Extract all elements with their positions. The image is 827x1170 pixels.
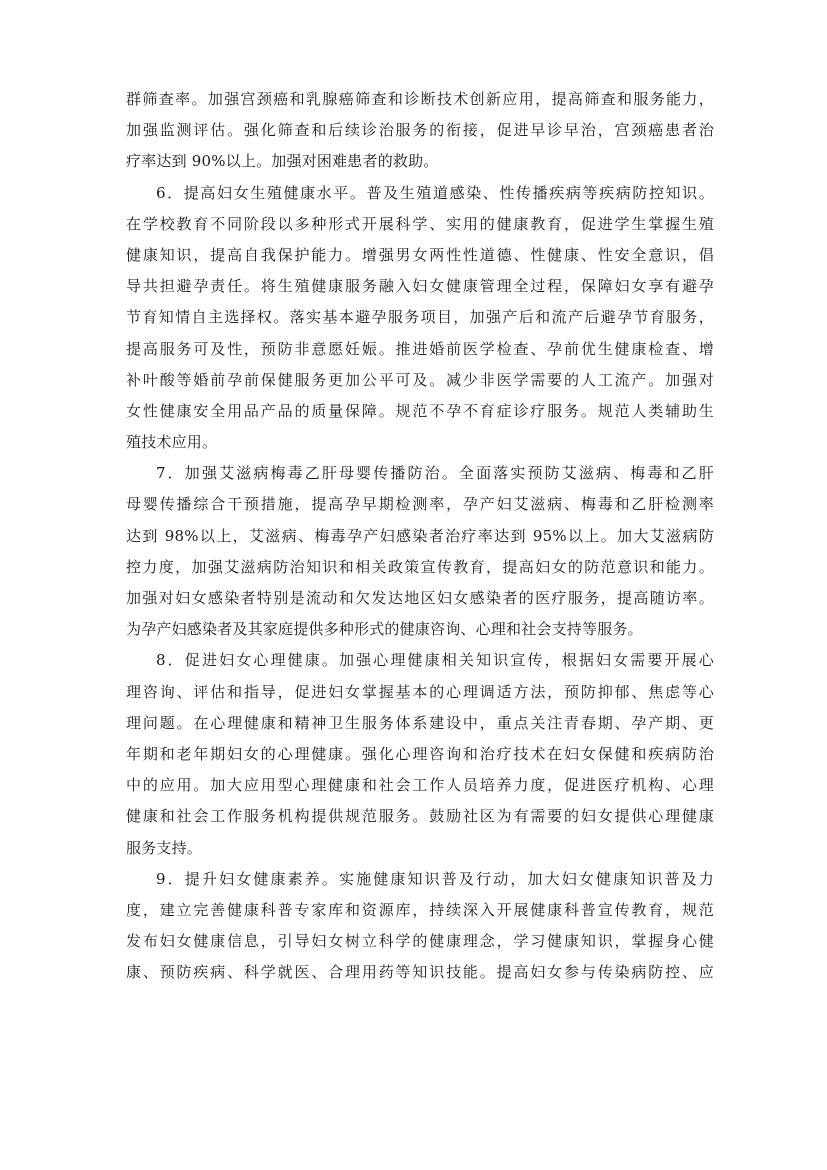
text-line: 加强对妇女感染者特别是流动和欠发达地区妇女感染者的医疗服务，提高随访率。 [126, 589, 714, 607]
text-line: 理问题。在心理健康和精神卫生服务体系建设中，重点关注青春期、孕产期、更 [126, 713, 714, 732]
text-line: 健康和社会工作服务机构提供规范服务。鼓励社区为有需要的妇女提供心理健康 [126, 807, 714, 826]
text-line: 健康知识，提高自我保护能力。增强男女两性性道德、性健康、性安全意识，倡 [126, 245, 714, 264]
body-text [126, 84, 714, 988]
paragraph-first-line: 6．提高妇女生殖健康水平。普及生殖道感染、性传播疾病等疾病防控知识。 [156, 183, 714, 202]
text-line: 发布妇女健康信息，引导妇女树立科学的健康理念，学习健康知识，掌握身心健 [126, 932, 714, 951]
text-line: 为孕产妇感染者及其家庭提供多种形式的健康咨询、心理和社会支持等服务。 [126, 620, 643, 639]
text-line: 控力度，加强艾滋病防治知识和相关政策宣传教育，提高妇女的防范意识和能力。 [126, 557, 714, 576]
text-line: 母婴传播综合干预措施，提高孕早期检测率，孕产妇艾滋病、梅毒和乙肝检测率 [126, 495, 714, 514]
text-line: 群筛查率。加强宫颈癌和乳腺癌筛查和诊断技术创新应用，提高筛查和服务能力， [126, 90, 714, 108]
text-line: 提高服务可及性，预防非意愿妊娠。推进婚前医学检查、孕前优生健康检查、增 [126, 339, 714, 358]
paragraph-first-line: 9．提升妇女健康素养。实施健康知识普及行动，加大妇女健康知识普及力 [156, 869, 714, 888]
text-line: 加强监测评估。强化筛查和后续诊治服务的衔接，促进早诊早治，宫颈癌患者治 [126, 121, 714, 140]
text-line: 补叶酸等婚前孕前保健服务更加公平可及。减少非医学需要的人工流产。加强对 [126, 370, 714, 389]
text-line: 度，建立完善健康科普专家库和资源库，持续深入开展健康科普宣传教育，规范 [126, 900, 714, 919]
text-line: 女性健康安全用品产品的质量保障。规范不孕不育症诊疗服务。规范人类辅助生 [126, 401, 714, 420]
text-line: 年期和老年期妇女的心理健康。强化心理咨询和治疗技术在妇女保健和疾病防治 [126, 744, 714, 763]
text-line: 导共担避孕责任。将生殖健康服务融入妇女健康管理全过程，保障妇女享有避孕 [126, 277, 714, 296]
text-line: 中的应用。加大应用型心理健康和社会工作人员培养力度，促进医疗机构、心理 [126, 776, 714, 795]
paragraph-first-line: 7．加强艾滋病梅毒乙肝母婴传播防治。全面落实预防艾滋病、梅毒和乙肝 [156, 464, 714, 483]
text-line: 理咨询、评估和指导，促进妇女掌握基本的心理调适方法，预防抑郁、焦虑等心 [126, 682, 714, 701]
text-line: 康、预防疾病、科学就医、合理用药等知识技能。提高妇女参与传染病防控、应 [126, 963, 714, 982]
text-line: 达到 98%以上，艾滋病、梅毒孕产妇感染者治疗率达到 95%以上。加大艾滋病防 [126, 526, 714, 545]
paragraph-first-line: 8．促进妇女心理健康。加强心理健康相关知识宣传，根据妇女需要开展心 [156, 651, 714, 670]
text-line: 节育知情自主选择权。落实基本避孕服务项目，加强产后和流产后避孕节育服务， [126, 308, 714, 327]
text-line: 服务支持。 [126, 838, 203, 857]
text-line: 殖技术应用。 [126, 433, 218, 452]
text-line: 在学校教育不同阶段以多种形式开展科学、实用的健康教育，促进学生掌握生殖 [126, 214, 714, 233]
text-line: 疗率达到 90%以上。加强对困难患者的救助。 [126, 152, 439, 171]
